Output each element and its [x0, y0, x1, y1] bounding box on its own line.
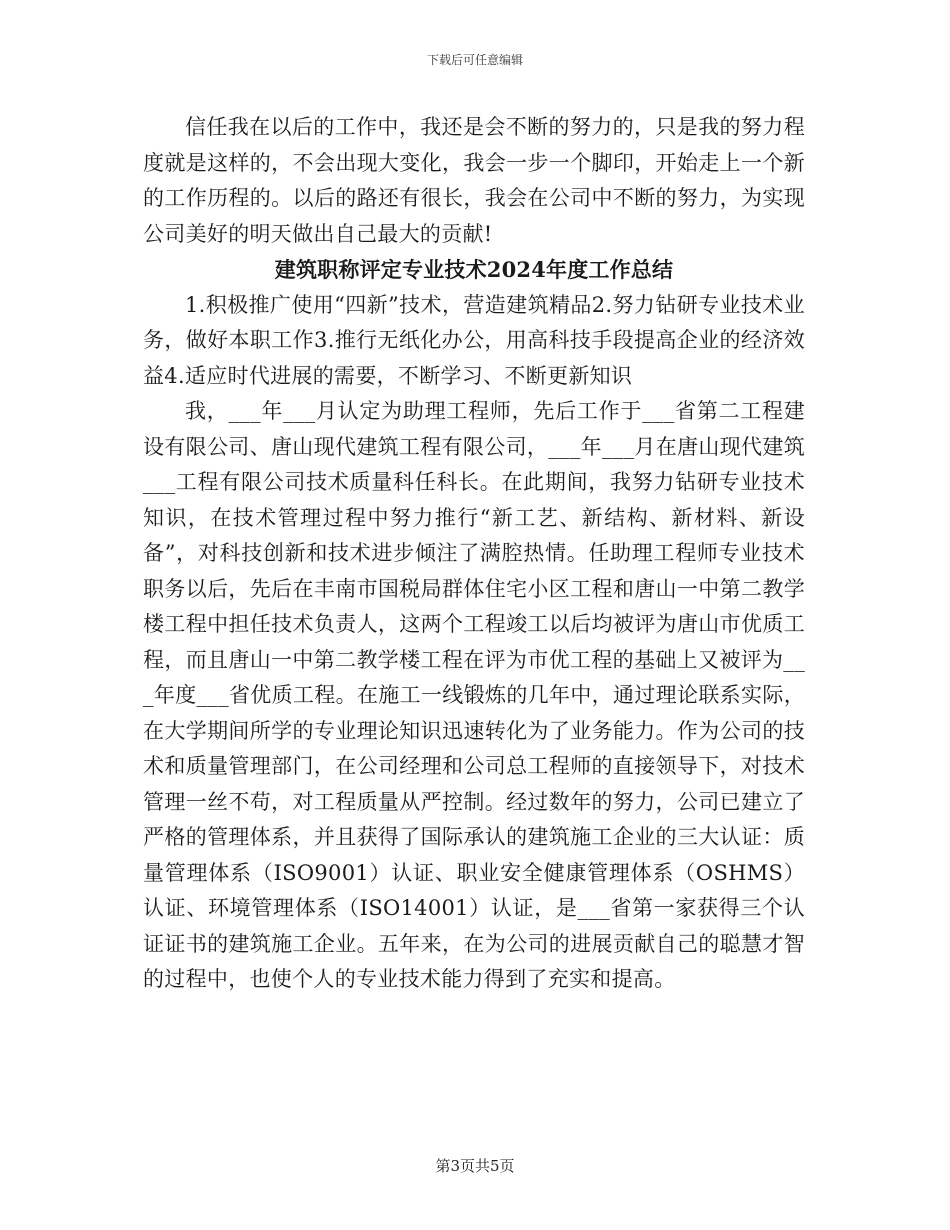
document-body: [143, 110, 805, 998]
page-number-footer: 第3页共5页: [435, 1157, 515, 1175]
body-paragraph: 我，___年___月认定为助理工程师，先后工作于___省第二工程建设有限公司、唐山现代建筑工程有限公司，___年___月在唐山现代建筑___工程有限公司技术质量科任科长。在此期间，我努力钻研专业技术知识，在技术管理过程中努力推行“新工艺、新结构、新材料、新设备”，对科技创新和技术进步倾注了满腔热情。任助理工程师专业技术职务以后，先后在丰南市国税局群体住宅小区工程和唐山一中第二教学楼工程中担任技术负责人，这两个工程竣工以后均被评为唐山市优质工程，而且唐山一中第二教学楼工程在评为市优工程的基础上又被评为___年度___省优质工程。在施工一线锻炼的几年中，通过理论联系实际，在大学期间所学的专业理论知识迅速转化为了业务能力。作为公司的技术和质量管理部门，在公司经理和公司总工程师的直接领导下，对技术管理一丝不苟，对工程质量从严控制。经过数年的努力，公司已建立了严格的管理体系，并且获得了国际承认的建筑施工企业的三大认证：质量管理体系（ISO9001）认证、职业安全健康管理体系（OSHMS）认证、环境管理体系（ISO14001）认证，是___省第一家获得三个认证证书的建筑施工企业。五年来，在为公司的进展贡献自己的聪慧才智的过程中，也使个人的专业技术能力得到了充实和提高。: [143, 399, 805, 991]
document-title: 建筑职称评定专业技术2024年度工作总结: [274, 257, 674, 282]
page-header: 下载后可任意编辑: [426, 53, 523, 67]
intro-paragraph: 信任我在以后的工作中，我还是会不断的努力的，只是我的努力程度就是这样的，不会出现大变化，我会一步一个脚印，开始走上一个新的工作历程的。以后的路还有很长，我会在公司中不断的努力，为实现公司美好的明天做出自己最大的贡献!: [143, 115, 805, 246]
summary-paragraph: 1.积极推广使用“四新”技术，营造建筑精品2.努力钻研专业技术业务，做好本职工作3.推行无纸化办公，用高科技手段提高企业的经济效益4.适应时代进展的需要，不断学习、不断更新知识: [143, 292, 805, 388]
